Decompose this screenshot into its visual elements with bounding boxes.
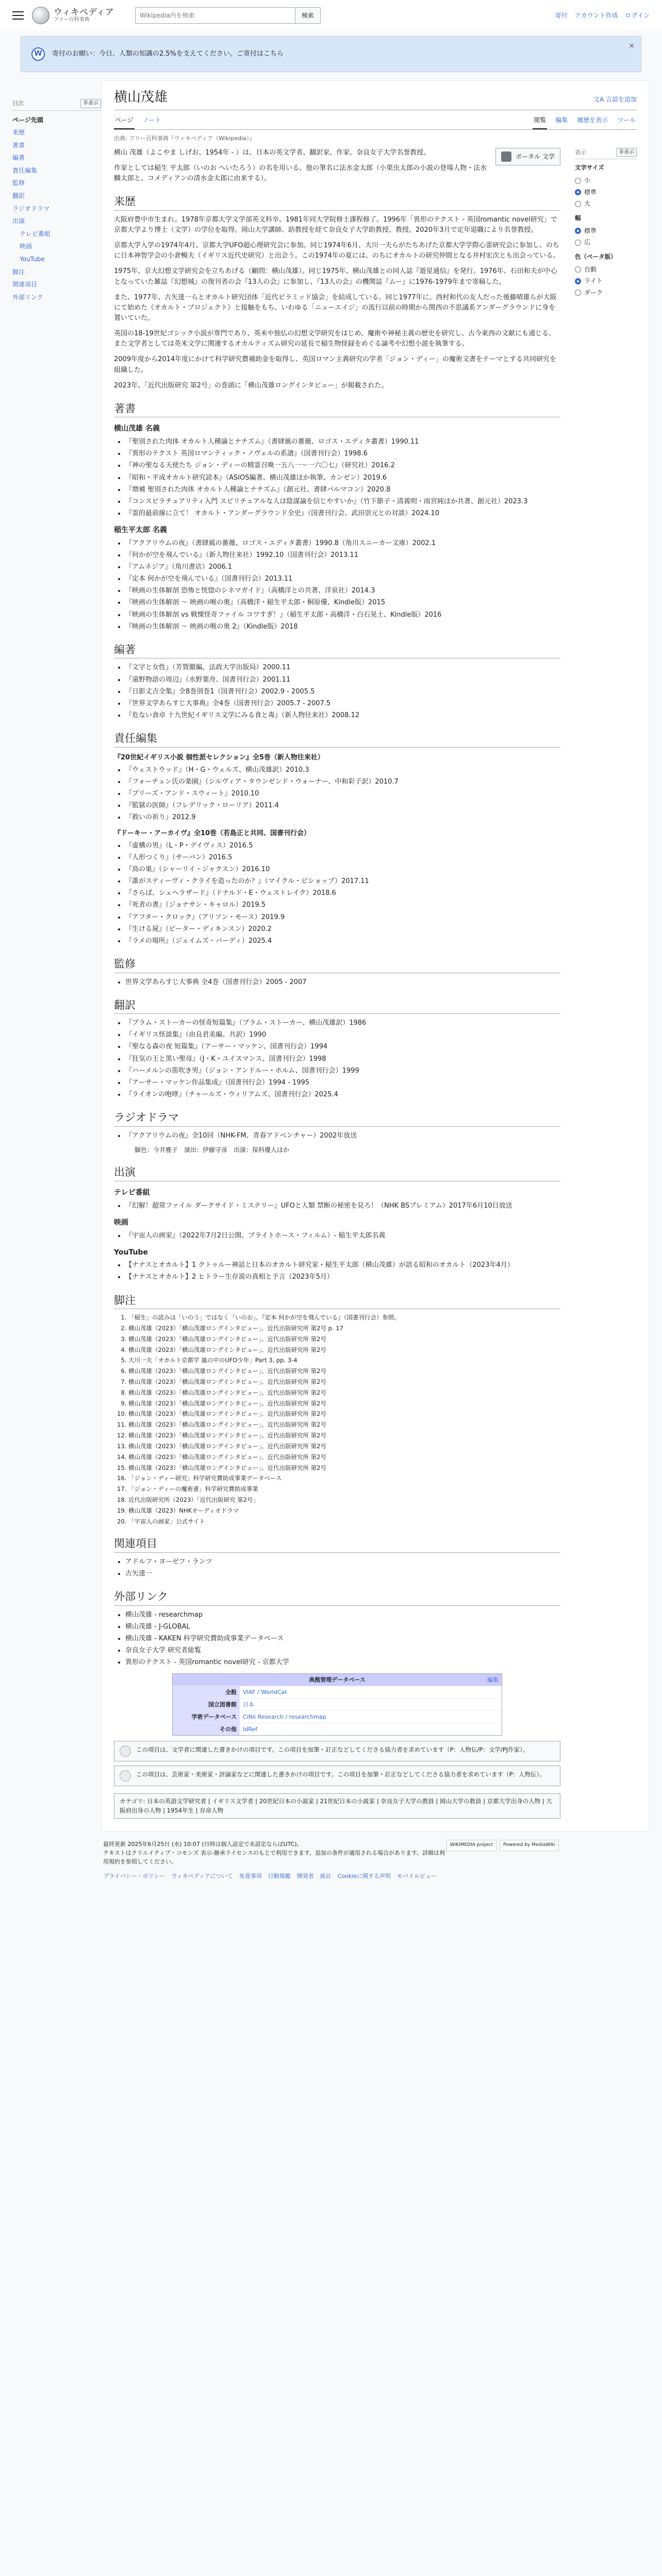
reference-item: 18. 近代出版研究所（2023）「近代出版研究 第2号」 bbox=[128, 1496, 560, 1505]
footer-link[interactable]: モバイルビュー bbox=[397, 1872, 437, 1879]
translation-item: • 『聖なる森の夜 短篇集』（アーサー・マッケン、国書刊行会）1994 bbox=[125, 1042, 560, 1052]
book-item: • 『コンスピラチュアリティ入門 スピリチュアルな人は陰謀論を信じやすいか』（竹下節子・清義明・雨宮純ほか共著、創元社）2023.3 bbox=[125, 497, 560, 507]
book-item: • 『定本 何かが空を飛んでいる』（国書刊行会）2013.11 bbox=[125, 574, 560, 584]
color-option[interactable] bbox=[575, 275, 637, 287]
authority-key: 全般 bbox=[173, 1686, 240, 1698]
subsection-heading: 横山茂雄 名義 bbox=[114, 425, 160, 433]
series-heading: 『20世紀イギリス小説 個性派セレクション』全5巻（新人物往来社） bbox=[114, 753, 324, 761]
authority-edit-link[interactable]: 編集 bbox=[487, 1676, 499, 1683]
film-list bbox=[114, 1231, 560, 1241]
external-link[interactable]: • 横山茂雄 - researchmap bbox=[125, 1610, 560, 1620]
search-input[interactable] bbox=[140, 12, 295, 19]
login-link[interactable]: ログイン bbox=[625, 11, 650, 19]
tab-talk[interactable]: ノート bbox=[142, 116, 161, 124]
reference-item: 6. 横山茂雄（2023）「横山茂雄ロングインタビュー」、近代出版研究所 第2号 bbox=[128, 1367, 560, 1376]
radio-label: 広 bbox=[584, 239, 591, 246]
footer-link[interactable]: プライバシー・ポリシー bbox=[103, 1872, 166, 1879]
radio-list bbox=[114, 1131, 560, 1141]
reference-item: 10. 横山茂雄（2023）「横山茂雄ロングインタビュー」、近代出版研究所 第2号 bbox=[128, 1410, 560, 1419]
career-paragraph: 英国の18-19世紀ゴシック小説が専門であり、英米や独仏の幻想文学研究をはじめ、魔術や神秘主義の歴史を研究し、古今東西の文献にも通じる。また文学者としては英米文学に関連するオカルティズム研究の延長で稲生物怪録をめぐる論考や幻想小説を執筆する。 bbox=[114, 330, 555, 348]
reference-item: 20. 「宇宙人の画家」公式サイト bbox=[128, 1517, 560, 1527]
radio-credits: 脚色：今井雅子 演出：伊藤守彦 出演：保科優人ほか bbox=[135, 1146, 290, 1154]
radio-icon bbox=[575, 278, 581, 284]
reference-list bbox=[114, 1313, 560, 1526]
section-heading-radio: ラジオドラマ bbox=[114, 1109, 560, 1127]
reference-item: 15. 横山茂雄（2023）「横山茂雄ロングインタビュー」、近代出版研究所 第2号 bbox=[128, 1464, 560, 1473]
source-note: 出典: フリー百科事典『ウィキペディア（Wikipedia）』 bbox=[114, 134, 255, 142]
radio-icon bbox=[575, 266, 581, 273]
footer-link[interactable]: 免責事項 bbox=[239, 1872, 262, 1879]
logo-title: ウィキペディア bbox=[54, 7, 114, 18]
book-item: • 『何かが空を飛んでいる』（新人物往来社）1992.10（国書刊行会）2013.11 bbox=[125, 550, 560, 561]
series-item: • 『救いの祈り』2012.9 bbox=[125, 812, 560, 823]
toc-hide-button[interactable]: 非表示 bbox=[80, 99, 101, 108]
intro-paragraph: 作家としては稲生 平太郎（いのお へいたろう）の名を用いる。他の筆名に法水金太郎（小栗虫太郎の小説の登場人物・法水麟太郎と、コメディアンの清水金太郎に由来する）。 bbox=[114, 164, 487, 183]
text-size-option[interactable] bbox=[575, 175, 637, 187]
radio-label: 小 bbox=[584, 177, 591, 184]
subsection-heading: 稲生平太郎 名義 bbox=[114, 526, 167, 535]
authority-value[interactable]: VIAF / WorldCat bbox=[240, 1686, 502, 1698]
authority-row bbox=[173, 1710, 502, 1723]
subsection-heading: YouTube bbox=[114, 1248, 148, 1257]
section-heading-appearance: 出演 bbox=[114, 1164, 560, 1181]
book-item: • 『映画の生体解剖 ～ 映画の喉の奥』（高橋洋・稲生平太郎・桐原優、Kindle版）2015 bbox=[125, 598, 560, 608]
toc-item[interactable]: ページ先頭 bbox=[12, 116, 43, 124]
radio-item: • 『アクアリウムの夜』全10回（NHK-FM、青春アドベンチャー）2002年放送 bbox=[125, 1131, 560, 1141]
career-paragraph: 2023年、「近代出版研究 第2号」の巻頭に「横山茂雄ロングインタビュー」が掲載された。 bbox=[114, 381, 388, 389]
external-link[interactable]: • 奈良女子大学 研究者総覧 bbox=[125, 1646, 560, 1656]
reference-item: 7. 横山茂雄（2023）「横山茂雄ロングインタビュー」、近代出版研究所 第2号 bbox=[128, 1378, 560, 1387]
book-item: • 『映画の生体解剖 vs 戦慄怪奇ファイル コワすぎ！』（稲生平太郎・高橋洋・白石晃士、Kindle版）2016 bbox=[125, 610, 560, 620]
book-item: • 『霊的最前線に立て！ オカルト・アンダーグラウンド全史』（国書刊行会、武田崇元との対談）2024.10 bbox=[125, 509, 560, 519]
radio-icon bbox=[575, 228, 581, 234]
series-item: • 『監獄の医師』（フレデリック・ローリア）2011.4 bbox=[125, 801, 560, 811]
radio-label: 標準 bbox=[584, 227, 597, 234]
book-list bbox=[114, 538, 560, 632]
series-item: • 『ウェストウッド』（H・G・ウェルズ、横山茂雄訳）2010.3 bbox=[125, 765, 560, 775]
career-paragraph: 1975年、京大幻想文学研究会を立ちあげる（顧問：横山茂雄）。同じ1975年、横山茂雄との同人誌『遊星通信』を発行。1976年、石田和夫が中心となっていた雑誌『幻想城』の復刊者の会『13人の会』に参加し、『13人の会』の機関誌『ムー』に1976-1979年まで寄稿した。 bbox=[114, 267, 557, 286]
stub-text: この項目は、芸術家・美術家・評論家などに関連した書きかけの項目です。この項目を加筆・訂正などしてくださる協力者を求めています（P：人物伝）。 bbox=[136, 1770, 545, 1778]
stub-notice bbox=[114, 1766, 560, 1786]
youtube-item[interactable]: • 【ナナスとオカルト】1 クトゥルー神話と日本のオカルト研究家・稲生平太郎（横山茂雄）が語る昭和のオカルト（2023年4月） bbox=[125, 1260, 560, 1270]
reference-item: 11. 横山茂雄（2023）「横山茂雄ロングインタビュー」、近代出版研究所 第2号 bbox=[128, 1420, 560, 1430]
book-item: • 『聖別された肉体 オカルト人種論とナチズム』（書肆風の薔薇、ロゴス・エディタ叢書）1990.11 bbox=[125, 437, 560, 447]
tab-history[interactable]: 履歴を表示 bbox=[577, 116, 608, 124]
series-item: • 『死者の書』（ジョナサン・キャロル）2019.5 bbox=[125, 900, 560, 910]
footer-link[interactable]: Cookieに関する声明 bbox=[337, 1872, 391, 1879]
radio-icon bbox=[575, 240, 581, 246]
edited-item: • 『遠野物語の周辺』（水野葉舟、国書刊行会）2001.11 bbox=[125, 675, 560, 685]
width-option[interactable] bbox=[575, 236, 637, 248]
page-tabs bbox=[114, 113, 637, 130]
toc-item[interactable]: 来歴 bbox=[12, 129, 25, 137]
search-button[interactable]: 検索 bbox=[295, 8, 320, 23]
section-heading-external: 外部リンク bbox=[114, 1588, 560, 1606]
series-item: • 『誰がスティーヴィ・クライを造ったのか？』（マイクル・ビショップ）2017.11 bbox=[125, 876, 560, 887]
radio-icon bbox=[575, 189, 581, 195]
series-item: • 『さらば、シェヘラザード』（ドナルド・E・ウェストレイク）2018.6 bbox=[125, 888, 560, 899]
stub-icon bbox=[120, 1745, 131, 1757]
reference-item: 17. 「ジョン・ディーの魔術書」科学研究費助成事業 bbox=[128, 1485, 560, 1494]
series-item: • 『虚構の男』（L・P・デイヴィス）2016.5 bbox=[125, 841, 560, 851]
license-text: テキストはクリエイティブ・コモンズ 表示-継承ライセンスのもとで利用できます。追加の条件が適用される場合があります。詳細は利用規約を参照してください。 bbox=[103, 1850, 445, 1866]
series-list bbox=[114, 841, 560, 946]
article-body bbox=[114, 148, 560, 1819]
wikipedia-globe-icon bbox=[32, 7, 49, 24]
site-header bbox=[0, 0, 662, 31]
toc-item[interactable]: 関連項目 bbox=[12, 281, 38, 289]
page-title: 横山茂雄 bbox=[114, 90, 168, 105]
supervision-list bbox=[114, 977, 560, 988]
external-link[interactable]: • 横山茂雄 - J-GLOBAL bbox=[125, 1622, 560, 1632]
section-heading-books: 著書 bbox=[114, 400, 560, 418]
toc-item[interactable]: 脚注 bbox=[12, 268, 25, 276]
last-updated: 最終更新 2025年6月25日 (水) 10:07 (日時は個人設定で未設定ならばUTC)。 bbox=[103, 1841, 303, 1848]
reference-item: 9. 横山茂雄（2023）「横山茂雄ロングインタビュー」、近代出版研究所 第2号 bbox=[128, 1399, 560, 1409]
book-item: • 『映画の生体解剖 ～ 映画の喉の奥 2』（Kindle版）2018 bbox=[125, 622, 560, 632]
reference-item: 12. 横山茂雄（2023）「横山茂雄ロングインタビュー」、近代出版研究所 第2号 bbox=[128, 1431, 560, 1440]
authority-key: 学術データベース bbox=[173, 1710, 240, 1723]
logo-subtitle: フリー百科事典 bbox=[54, 17, 90, 23]
authority-row bbox=[173, 1686, 502, 1698]
portal-box[interactable] bbox=[495, 148, 560, 165]
toc-item[interactable]: 外部リンク bbox=[12, 293, 43, 301]
main-menu-icon[interactable] bbox=[12, 11, 24, 20]
tab-tools[interactable]: ツール bbox=[617, 116, 636, 124]
radio-label: 標準 bbox=[584, 188, 597, 196]
appearance-panel bbox=[575, 148, 637, 1819]
reference-item: 3. 横山茂雄（2023）「横山茂雄ロングインタビュー」、近代出版研究所 第2号 bbox=[128, 1335, 560, 1344]
toc-item[interactable]: 映画 bbox=[20, 243, 32, 250]
section-heading-career: 来歴 bbox=[114, 193, 560, 211]
book-item: • 『神の聖なる天使たち ジョン・ディーの精霊召喚一五八一～一六〇七』（研究社）2016.2 bbox=[125, 461, 560, 471]
tv-item: • 『幻解！超常ファイル ダークサイド・ミステリー』UFOと人類 禁断の秘密を見ろ！（NHK BSプレミアム）2017年6月10日放送 bbox=[125, 1201, 560, 1211]
color-title: 色（ベータ版） bbox=[575, 253, 617, 261]
series-item: • 『生ける屍』（ピーター・ディキンスン）2020.2 bbox=[125, 924, 560, 935]
series-list bbox=[114, 765, 560, 823]
career-paragraph: 2009年度から2014年度にかけて科学研究費補助金を取得し、英国ロマン主義研究の学者「ジョン・ディー」の魔術文書をテーマとする共同研究を組織した。 bbox=[114, 355, 556, 374]
authority-key: 国立図書館 bbox=[173, 1698, 240, 1710]
reference-item: 5. 大川一夫「オカルト京都学 嵐の中のUFO少年」Part 3, pp. 3-4 bbox=[128, 1356, 560, 1365]
toc-item[interactable]: 監修 bbox=[12, 179, 25, 187]
user-links bbox=[555, 11, 650, 21]
page-body bbox=[0, 80, 662, 1832]
stub-notice bbox=[114, 1741, 560, 1761]
category-links[interactable]: カテゴリ: 日本の英語文学研究者 | イギリス文学者 | 20世紀日本の小説家 | 21世紀日本の小説家 | 奈良女子大学の教員 | 岡山大学の教員 | 京都大学出身の人物 | 大阪府出身の人物 | 1954年生 | 存命人物 bbox=[114, 1793, 560, 1819]
footer-link[interactable]: ウィキペディアについて bbox=[171, 1872, 233, 1879]
stub-icon bbox=[120, 1770, 131, 1782]
external-links-list bbox=[114, 1610, 560, 1668]
book-list bbox=[114, 437, 560, 519]
authority-value[interactable]: IdRef bbox=[240, 1723, 502, 1735]
language-button[interactable]: 文A 言語を追加 bbox=[593, 96, 637, 103]
section-heading-edited: 編著 bbox=[114, 641, 560, 659]
text-size-title: 文字サイズ bbox=[575, 164, 604, 172]
authority-row bbox=[173, 1723, 502, 1735]
book-item: • 『アムネジア』（角川書店）2006.1 bbox=[125, 562, 560, 572]
radio-label: 自動 bbox=[584, 265, 597, 273]
supervision-item: • 世界文学あらすじ大事典 全4巻（国書刊行会）2005 - 2007 bbox=[125, 977, 560, 988]
related-link[interactable]: • アドルフ・ヨーゼフ・ランツ bbox=[125, 1557, 560, 1567]
authority-value[interactable]: 日本 bbox=[240, 1698, 502, 1710]
tab-read[interactable]: 閲覧 bbox=[533, 113, 547, 129]
site-logo[interactable] bbox=[32, 7, 135, 24]
reference-item: 16. 「ジョン・ディー研究」科学研究費助成事業データベース bbox=[128, 1474, 560, 1483]
toc-item[interactable]: 著書 bbox=[12, 141, 25, 149]
radio-label: ダーク bbox=[584, 289, 603, 297]
toc-item[interactable]: 翻訳 bbox=[12, 192, 25, 200]
youtube-item[interactable]: • 【ナナスとオカルト】2 ヒトラー生存説の真相と予言（2023年5月） bbox=[125, 1272, 560, 1282]
mediawiki-badge[interactable]: Powered by MediaWiki bbox=[500, 1840, 559, 1851]
radio-label: 大 bbox=[584, 200, 591, 208]
reference-item: 14. 横山茂雄（2023）「横山茂雄ロングインタビュー」、近代出版研究所 第2号 bbox=[128, 1453, 560, 1462]
toc-item[interactable]: テレビ番組 bbox=[20, 230, 51, 238]
section-heading-notes: 脚注 bbox=[114, 1292, 560, 1310]
subsection-heading: テレビ番組 bbox=[114, 1189, 150, 1197]
tab-page[interactable]: ページ bbox=[114, 113, 135, 129]
reference-item: 8. 横山茂雄（2023）「横山茂雄ロングインタビュー」、近代出版研究所 第2号 bbox=[128, 1388, 560, 1398]
width-title: 幅 bbox=[575, 214, 581, 222]
series-item: • 『ブリーズ・アンド・スウィート』2010.10 bbox=[125, 789, 560, 799]
radio-icon bbox=[575, 201, 581, 207]
translation-item: • 『アーサー・マッケン作品集成』（国書刊行会）1994 - 1995 bbox=[125, 1078, 560, 1088]
footer-link[interactable]: 開発者 bbox=[296, 1872, 314, 1879]
edited-item: • 『危ない食卓 十九世紀イギリス文学にみる食と毒』（新人物往来社）2008.12 bbox=[125, 710, 560, 721]
banner-text[interactable]: 寄付のお願い：今日、人類の知識の2.5%を支えてください。ご寄付はこちら bbox=[52, 49, 284, 58]
appearance-hide-button[interactable]: 非表示 bbox=[616, 148, 637, 157]
wikipedia-w-icon: W bbox=[31, 47, 45, 61]
section-heading-related: 関連項目 bbox=[114, 1535, 560, 1553]
series-item: • 『アフター・クロック』（アリソン・モース）2019.9 bbox=[125, 912, 560, 923]
color-option[interactable] bbox=[575, 287, 637, 299]
youtube-list bbox=[114, 1260, 560, 1282]
text-size-option[interactable] bbox=[575, 198, 637, 210]
authority-value[interactable]: CiNii Research / researchmap bbox=[240, 1710, 502, 1723]
series-item: • 『ラメの場所』（ジェイムズ・パーディ）2025.4 bbox=[125, 936, 560, 946]
radio-icon bbox=[575, 290, 581, 296]
book-item: • 『増補 聖別された肉体 オカルト人種論とナチズム』（創元社、書肆パルマコン）2020.8 bbox=[125, 485, 560, 495]
edited-item: • 『世界文学あらすじ大事典』全4巻（国書刊行会）2005.7 - 2007.5 bbox=[125, 699, 560, 709]
translation-item: • 『ライオンの咆哮』（チャールズ・ウィリアムズ、国書刊行会）2025.4 bbox=[125, 1090, 560, 1100]
career-paragraph: 大阪府豊中市生まれ。1978年京都大学文学部英文科卒、1981年同大学院修士課程修了。1996年「異形のテクスト - 英国romantic novel研究」で京都大学より博士（文学）の学位を取得。岡山大学講師、助教授を経て奈良女子大学助教授、教授。2020年3月で定年退職により名誉教授。 bbox=[114, 215, 557, 234]
series-item: • 『人形つくり』（サーバン）2016.5 bbox=[125, 853, 560, 863]
film-item: • 『宇宙人の画家』（2022年7月2日公開、ブライトホース・フィルム）- 稲生平太郎名義 bbox=[125, 1231, 560, 1241]
related-link[interactable]: • 古矢達一 bbox=[125, 1569, 560, 1579]
stub-text: この項目は、文学者に関連した書きかけの項目です。この項目を加筆・訂正などしてくださる協力者を求めています（P：人物伝/P：文学/PJ作家）。 bbox=[136, 1745, 529, 1753]
donate-link[interactable]: 寄付 bbox=[555, 11, 568, 19]
tv-list bbox=[114, 1201, 560, 1211]
reference-item: 1. 「稲生」の読みは「いのう」ではなく「いのお」。『定本 何かが空を飛んでいる』（国書刊行会）参照。 bbox=[128, 1313, 560, 1323]
search-box bbox=[135, 7, 321, 24]
tab-edit[interactable]: 編集 bbox=[555, 116, 568, 124]
authority-title: 典拠管理データベース bbox=[309, 1676, 366, 1683]
main-content bbox=[101, 80, 650, 1832]
translation-item: • 『ブラム・ストーカーの怪奇短篇集』（ブラム・ストーカー、横山茂雄訳）1986 bbox=[125, 1018, 560, 1028]
authority-row bbox=[173, 1698, 502, 1710]
footer-link[interactable]: 行動規範 bbox=[268, 1872, 291, 1879]
toc-item[interactable]: 編著 bbox=[12, 154, 25, 162]
reference-item: 2. 横山茂雄（2023）「横山茂雄ロングインタビュー」、近代出版研究所 第2号 p. 17 bbox=[128, 1324, 560, 1333]
book-item: • 『異形のテクスト 英国ロマンティック・ノヴェルの系譜』（国書刊行会）1998.6 bbox=[125, 449, 560, 459]
book-item: • 『映画の生体解剖 恐怖と恍惚のシネマガイド』（高橋洋との共著、洋泉社）2014.3 bbox=[125, 586, 560, 596]
series-item: • 『鳥の巣』（シャーリイ・ジャクスン）2016.10 bbox=[125, 865, 560, 875]
section-heading-responsible: 責任編集 bbox=[114, 730, 560, 748]
series-item: • 『フォーチュン氏の楽園』（シルヴィア・タウンゼンド・ウォーナー、中和彩子訳）2010.7 bbox=[125, 777, 560, 787]
related-list bbox=[114, 1557, 560, 1579]
toc-heading: 目次 bbox=[12, 100, 24, 107]
external-link[interactable]: • 異形のテクスト - 英国romantic novel研究 - 京都大学 bbox=[125, 1657, 560, 1668]
translation-list bbox=[114, 1018, 560, 1100]
intro-paragraph: 横山 茂雄（よこやま しげお、1954年 - ）は、日本の英文学者、翻訳家、作家。奈良女子大学名誉教授。 bbox=[114, 148, 431, 157]
reference-item: 19. 横山茂雄（2023）NHKオーディオドラマ bbox=[128, 1506, 560, 1516]
radio-label: ライト bbox=[584, 277, 603, 285]
portal-label: ポータル 文学 bbox=[516, 152, 555, 160]
toc-item[interactable]: ラジオドラマ bbox=[12, 205, 50, 212]
create-account-link[interactable]: アカウント作成 bbox=[574, 11, 618, 19]
toc-item[interactable]: 責任編集 bbox=[12, 166, 38, 174]
donation-banner bbox=[21, 36, 641, 72]
edited-item: • 『日影丈吉全集』全8巻別巻1（国書刊行会）2002.9 - 2005.5 bbox=[125, 687, 560, 697]
book-icon bbox=[501, 151, 511, 162]
reference-item: 13. 横山茂雄（2023）「横山茂雄ロングインタビュー」、近代出版研究所 第2号 bbox=[128, 1442, 560, 1451]
reference-item: 4. 横山茂雄（2023）「横山茂雄ロングインタビュー」、近代出版研究所 第2号 bbox=[128, 1346, 560, 1355]
toc-list bbox=[12, 114, 101, 304]
section-heading-translations: 翻訳 bbox=[114, 997, 560, 1014]
page-footer bbox=[0, 1832, 662, 1895]
text-size-option[interactable] bbox=[575, 187, 637, 198]
book-item: • 『アクアリウムの夜』（書肆風の薔薇、ロゴス・エディタ叢書）1990.8（角川スニーカー文庫）2002.1 bbox=[125, 538, 560, 549]
radio-icon bbox=[575, 178, 581, 184]
career-paragraph: また、1977年、古矢達一らとオカルト研究団体「近代ピラミッド協会」を結成している。同じ1977年に、西村和代の友人だった後藤晴雄らが大阪にて始めた《オカルト・プロジェクト》と接触をもち、いわゆる「ニューエイジ」の流行以前の時期から関西の不思議系アンダーグラウンドに身を置いていた。 bbox=[114, 293, 557, 323]
section-heading-supervision: 監修 bbox=[114, 956, 560, 973]
authority-key: その他 bbox=[173, 1723, 240, 1735]
subsection-heading: 映画 bbox=[114, 1218, 128, 1227]
career-paragraph: 京都大学入学の1974年4月、京都大学UFO超心理研究会に参加。同じ1974年6月、大川一夫らがたちあげた京都大学学際心霊研究会に参加し、のちに日本神智学会の小倉暢夫（イギリス近代史研究）と出会う。この1974年の夏には、のちにオカルトの研究仲間となる井村宏次とも出会っている。 bbox=[114, 242, 560, 260]
toc-item[interactable]: YouTube bbox=[20, 256, 45, 263]
wikimedia-badge[interactable]: WIKIMEDIA project bbox=[446, 1840, 496, 1851]
appearance-heading: 表示 bbox=[575, 148, 586, 156]
table-of-contents bbox=[12, 80, 101, 1832]
book-item: • 『昭和・平成オカルト研究読本』（ASIOS編著、横山茂雄ほか執筆、カンゼン）2019.6 bbox=[125, 473, 560, 483]
footer-link[interactable]: 統計 bbox=[320, 1872, 332, 1879]
edited-item: • 『文字と女性』（芳賀徹編、法政大学出版局）2000.11 bbox=[125, 663, 560, 673]
edited-list bbox=[114, 663, 560, 721]
authority-control-box bbox=[172, 1673, 502, 1736]
color-option[interactable] bbox=[575, 264, 637, 276]
close-icon[interactable]: × bbox=[628, 42, 635, 50]
external-link[interactable]: • 横山茂雄 - KAKEN 科学研究費助成事業データベース bbox=[125, 1634, 560, 1644]
translation-item: • 『狂気の王と黒い聖母』（J・K・ユイスマンス、国書刊行会）1998 bbox=[125, 1054, 560, 1064]
translation-item: • 『イギリス怪談集』（由良君美編、共訳）1990 bbox=[125, 1030, 560, 1040]
series-heading: 『ドーキー・アーカイヴ』全10巻（若島正と共同、国書刊行会） bbox=[114, 829, 311, 837]
translation-item: • 『ハーメルンの笛吹き男』（ジョン・アンドルー・ホルム、国書刊行会）1999 bbox=[125, 1066, 560, 1076]
width-option[interactable] bbox=[575, 225, 637, 237]
toc-item[interactable]: 出演 bbox=[12, 217, 25, 225]
